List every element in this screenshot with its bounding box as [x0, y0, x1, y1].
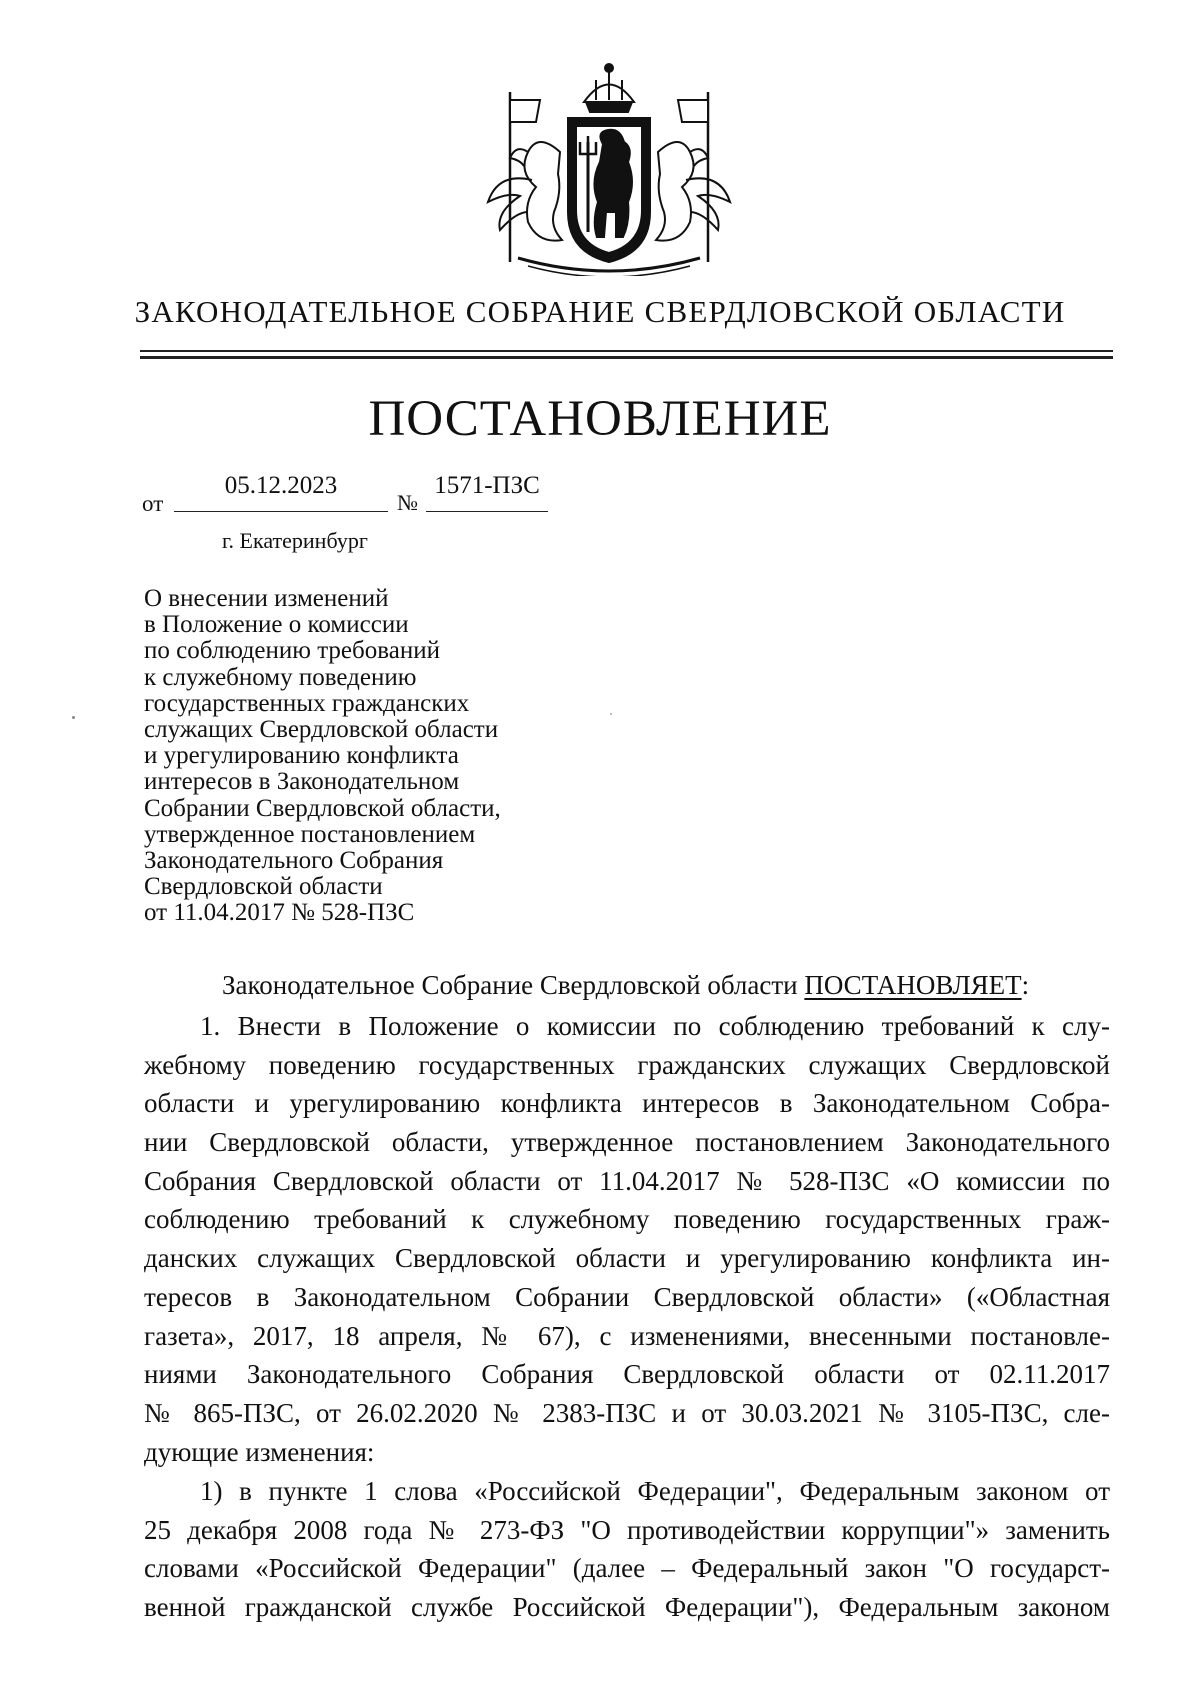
scan-speck: [72, 716, 75, 719]
preamble-text: Законодательное Собрание Свердловской области: [222, 970, 805, 1000]
paragraph-line: газета», 2017, 18 апреля, № 67), с изменениями, внесенными постановле-: [144, 1320, 1110, 1351]
paragraph-2: [144, 1472, 1110, 1627]
paragraph-line: словами «Российской Федерации" (далее – Федеральный закон "О государст-: [144, 1553, 1110, 1584]
date-prefix: от: [142, 491, 164, 516]
subject-line: государственных гражданских: [144, 689, 470, 717]
document-date: 05.12.2023: [224, 472, 338, 499]
subject-line: от 11.04.2017 № 528-ПЗС: [144, 899, 415, 927]
paragraph-line: № 865-ПЗС, от 26.02.2020 № 2383-ПЗС и от 30.03.2021 № 3105-ПЗС, сле-: [144, 1397, 1110, 1428]
document-subject: [144, 586, 664, 927]
paragraph-line: ниями Законодательного Собрания Свердловской области от 02.11.2017: [144, 1359, 1110, 1390]
paragraph-line: нии Свердловской области, утвержденное постановлением Законодательного: [144, 1127, 1110, 1158]
paragraph-line: венной гражданской службе Российской Федерации"), Федеральным законом: [144, 1592, 1110, 1623]
organization-title: ЗАКОНОДАТЕЛЬНОЕ СОБРАНИЕ СВЕРДЛОВСКОЙ ОБЛАСТИ: [134, 294, 1066, 329]
paragraph-line: дующие изменения:: [144, 1436, 375, 1467]
header-rule-thin: [140, 350, 1113, 352]
subject-line: в Положение о комиссии: [144, 611, 409, 639]
subject-line: и урегулированию конфликта: [144, 742, 459, 770]
paragraph-line: жебному поведению государственных гражданских служащих Свердловской: [144, 1049, 1110, 1080]
paragraph-line: области и урегулированию конфликта интересов в Законодательном Собра-: [144, 1088, 1110, 1119]
subject-line: Законодательного Собрания: [144, 847, 444, 875]
paragraph-line: 1) в пункте 1 слова «Российской Федерации", Федеральным законом от: [200, 1476, 1110, 1506]
subject-line: по соблюдению требований: [144, 637, 440, 665]
subject-line: Свердловской области: [144, 873, 383, 901]
paragraph-line: данских служащих Свердловской области и урегулированию конфликта ин-: [144, 1243, 1110, 1274]
subject-line: к служебному поведению: [144, 663, 417, 691]
number-sign: №: [397, 490, 418, 515]
paragraph-line: Собрания Свердловской области от 11.04.2017 № 528-ПЗС «О комиссии по: [144, 1165, 1110, 1196]
paragraph-line: соблюдению требований к служебному поведению государственных граж-: [144, 1204, 1110, 1235]
subject-line: О внесении изменений: [144, 585, 389, 612]
subject-line: интересов в Законодательном: [144, 768, 460, 796]
preamble: [222, 970, 1029, 1001]
paragraph-1: [144, 1007, 1110, 1471]
paragraph-line: 25 декабря 2008 года № 273-ФЗ "О противодействии коррупции"» заменить: [144, 1514, 1110, 1545]
subject-line: утвержденное постановлением: [144, 820, 476, 848]
date-underline: [174, 511, 388, 512]
scan-speck: [610, 713, 612, 715]
header-rule-thick: [140, 356, 1113, 359]
number-underline: [426, 511, 548, 512]
city-label: г. Екатеринбург: [222, 528, 368, 553]
subject-line: служащих Свердловской области: [144, 716, 499, 744]
paragraph-line: 1. Внести в Положение о комиссии по соблюдению требований к слу-: [200, 1011, 1110, 1041]
coat-of-arms-icon: [458, 62, 760, 276]
document-number: 1571-ПЗС: [434, 472, 540, 499]
preamble-colon: :: [1021, 970, 1030, 1000]
document-type-title: ПОСТАНОВЛЕНИЕ: [368, 391, 832, 447]
decree-word: ПОСТАНОВЛЯЕТ: [804, 970, 1022, 1000]
subject-line: Собрании Свердловской области,: [144, 794, 501, 822]
paragraph-line: тересов в Законодательном Собрании Свердловской области» («Областная: [144, 1281, 1110, 1312]
